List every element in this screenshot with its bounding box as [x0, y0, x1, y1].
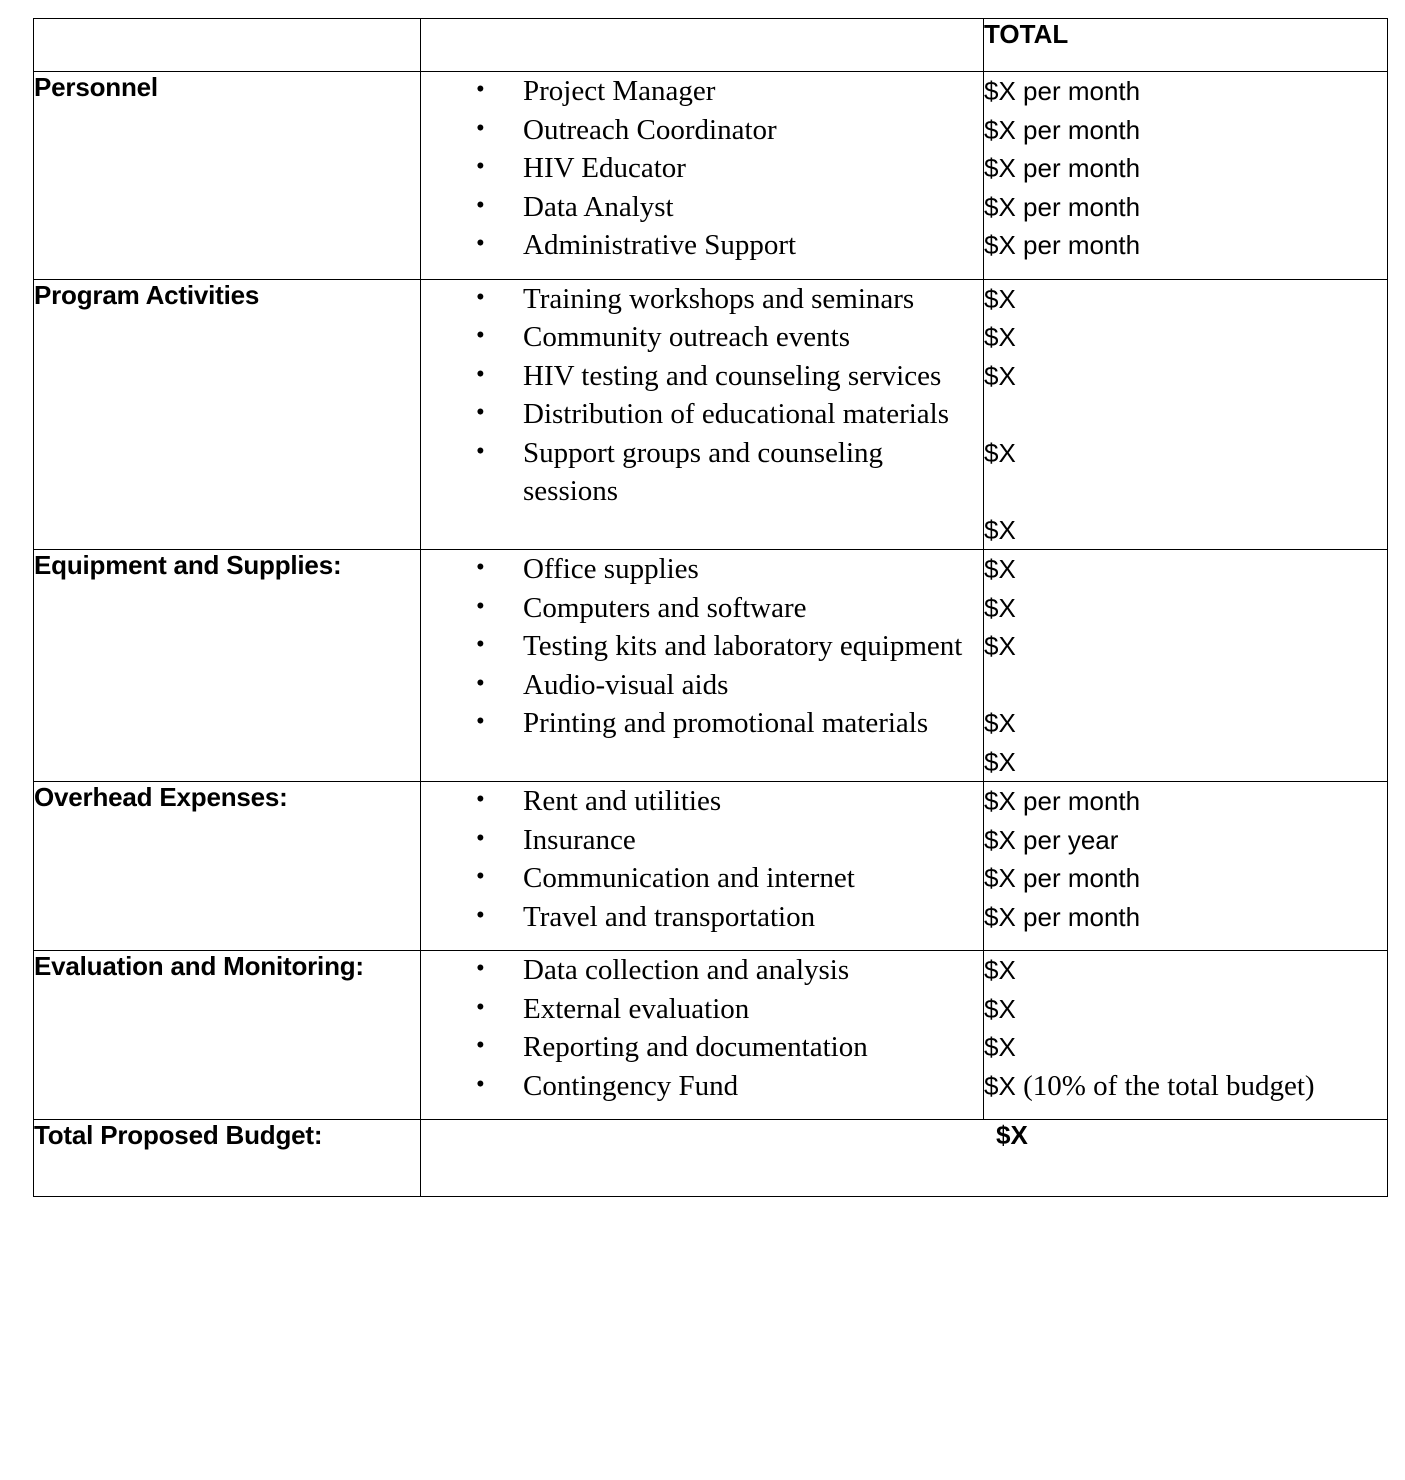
item-list	[421, 782, 983, 936]
list-item: • Printing and promotional materials	[421, 704, 983, 743]
total-value: $X per month	[984, 76, 1141, 106]
items-cell-evaluation-and-monitoring	[421, 951, 984, 1120]
table-row-total-proposed-budget	[34, 1120, 1388, 1197]
total-proposed-budget-amount-cell	[421, 1120, 1388, 1197]
table-row	[34, 279, 1388, 550]
category-cell-equipment-and-supplies	[34, 550, 421, 782]
category-label: Program Activities	[34, 279, 260, 310]
category-label: Equipment and Supplies:	[34, 550, 342, 580]
category-cell-personnel	[34, 72, 421, 280]
cell-bottom-spacer	[421, 511, 983, 525]
total-cell-overhead-expenses	[984, 782, 1388, 951]
items-cell-program-activities	[421, 279, 984, 550]
list-item: • Outreach Coordinator	[421, 111, 983, 150]
category-cell-program-activities	[34, 279, 421, 550]
list-item: • HIV testing and counseling services	[421, 357, 983, 396]
header-cell-blank-2	[421, 19, 984, 72]
list-item: • Training workshops and seminars	[421, 280, 983, 319]
list-item: • Rent and utilities	[421, 782, 983, 821]
total-value: $X	[984, 592, 1016, 623]
table-row	[34, 951, 1388, 1120]
category-cell-total-proposed-budget	[34, 1120, 421, 1197]
list-item: • Insurance	[421, 821, 983, 860]
cell-bottom-spacer	[421, 1105, 983, 1119]
list-item: • Community outreach events	[421, 318, 983, 357]
list-item: • Project Manager	[421, 72, 983, 111]
list-item: • HIV Educator	[421, 149, 983, 188]
category-label: Total Proposed Budget:	[34, 1120, 323, 1150]
total-value: $X	[984, 283, 1016, 314]
item-list	[421, 72, 983, 265]
list-item: • Communication and internet	[421, 859, 983, 898]
list-item: • Computers and software	[421, 589, 983, 628]
list-item: • Office supplies	[421, 550, 983, 589]
header-cell-total	[984, 19, 1388, 72]
items-cell-overhead-expenses	[421, 782, 984, 951]
items-cell-equipment-and-supplies	[421, 550, 984, 782]
header-cell-blank-1	[34, 19, 421, 72]
total-value: $X per month	[984, 230, 1141, 260]
list-item: • Distribution of educational materials	[421, 395, 983, 434]
total-value: $X	[984, 993, 1016, 1024]
total-cell-personnel	[984, 72, 1388, 280]
item-list	[421, 951, 983, 1105]
total-cell-equipment-and-supplies	[984, 550, 1388, 782]
total-value: $X	[984, 746, 1016, 777]
cell-bottom-spacer	[421, 743, 983, 757]
table-row	[34, 550, 1388, 782]
total-cell-program-activities	[984, 279, 1388, 550]
total-proposed-budget-amount: $X	[996, 1120, 1028, 1150]
header-blank-label	[34, 19, 420, 71]
list-item: • Reporting and documentation	[421, 1028, 983, 1067]
contingency-note: (10% of the total budget)	[1015, 1069, 1315, 1102]
total-value: $X	[984, 514, 1016, 545]
total-value: $X	[984, 708, 1016, 738]
total-value: $X	[984, 1032, 1016, 1062]
total-value: $X per month	[984, 114, 1141, 145]
contingency-amount: $X	[984, 1070, 1016, 1101]
total-column-header: TOTAL	[984, 19, 1069, 49]
list-item: • Testing kits and laboratory equipment	[421, 627, 983, 666]
list-item: • Travel and transportation	[421, 898, 983, 937]
total-value: $X	[984, 322, 1016, 352]
total-list	[984, 280, 1387, 550]
items-cell-personnel	[421, 72, 984, 280]
total-value: $X	[984, 554, 1016, 584]
table-header-row	[34, 19, 1388, 72]
table-row	[34, 782, 1388, 951]
total-value: $X	[984, 360, 1016, 391]
total-value: $X per month	[984, 786, 1141, 816]
table-row	[34, 72, 1388, 280]
list-item: • Contingency Fund	[421, 1067, 983, 1106]
budget-table	[33, 18, 1388, 1197]
total-value-contingency	[984, 1067, 1387, 1106]
category-cell-overhead-expenses	[34, 782, 421, 951]
category-label: Evaluation and Monitoring:	[34, 951, 364, 981]
total-list	[984, 72, 1387, 265]
total-list	[984, 951, 1387, 1105]
list-item: • Audio-visual aids	[421, 666, 983, 705]
total-value: $X per month	[984, 863, 1141, 893]
total-list	[984, 550, 1387, 781]
category-label: Personnel	[34, 72, 158, 102]
category-label: Overhead Expenses:	[34, 782, 288, 812]
total-value: $X per year	[984, 824, 1119, 855]
cell-bottom-spacer	[421, 265, 983, 279]
list-item: • Support groups and counseling sessions	[421, 434, 983, 511]
total-value: $X per month	[984, 901, 1141, 932]
cell-bottom-spacer	[421, 936, 983, 950]
total-value: $X	[984, 437, 1016, 468]
total-list	[984, 782, 1387, 936]
item-list	[421, 550, 983, 743]
list-item: • Data Analyst	[421, 188, 983, 227]
total-value: $X	[984, 955, 1016, 985]
list-item: • Administrative Support	[421, 226, 983, 265]
total-value: $X per month	[984, 153, 1141, 183]
item-list	[421, 280, 983, 511]
total-value: $X	[984, 631, 1016, 661]
total-value: $X per month	[984, 191, 1141, 222]
category-cell-evaluation-and-monitoring	[34, 951, 421, 1120]
header-blank-items	[421, 19, 983, 71]
list-item: • Data collection and analysis	[421, 951, 983, 990]
list-item: • External evaluation	[421, 990, 983, 1029]
total-cell-evaluation-and-monitoring	[984, 951, 1388, 1120]
